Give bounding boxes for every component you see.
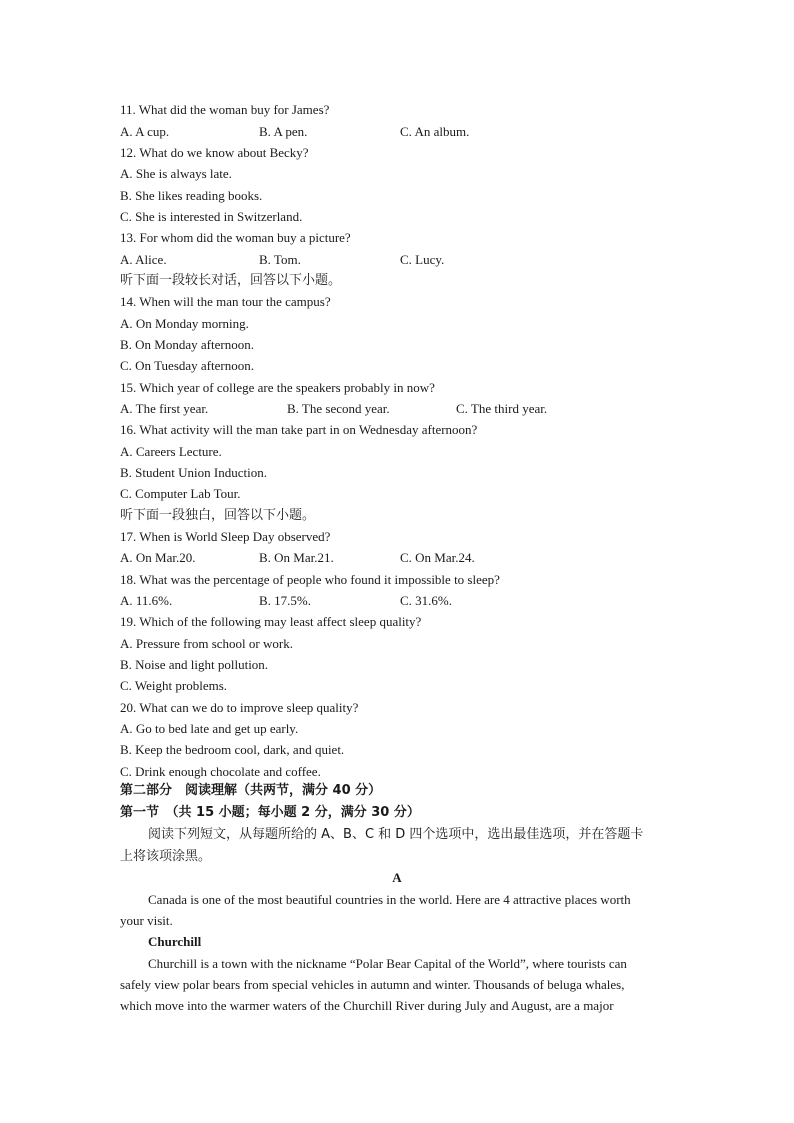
question-15-option-a: A. The first year. (120, 401, 209, 416)
question-17-stem: 17. When is World Sleep Day observed? (120, 529, 331, 544)
question-17-option-b: B. On Mar.21. (259, 550, 334, 565)
question-15-option-b: B. The second year. (287, 401, 390, 416)
question-16-option-c: C. Computer Lab Tour. (120, 486, 241, 501)
question-18-option-a: A. 11.6%. (120, 593, 173, 608)
question-17-option-c: C. On Mar.24. (400, 550, 475, 565)
question-16-option-a: A. Careers Lecture. (120, 444, 222, 459)
question-17-option-a: A. On Mar.20. (120, 550, 196, 565)
passage-paragraph-line-1: Churchill is a town with the nickname “Polar Bear Capital of the World”, where tourists can (148, 956, 627, 971)
directions-long-dialogue: 听下面一段较长对话，回答以下小题。 (120, 273, 342, 288)
question-13-option-a: A. Alice. (120, 252, 167, 267)
question-18-option-b: B. 17.5%. (259, 593, 311, 608)
question-14-stem: 14. When will the man tour the campus? (120, 294, 331, 309)
question-18-stem: 18. What was the percentage of people who found it impossible to sleep? (120, 572, 500, 587)
question-11-option-b: B. A pen. (259, 124, 308, 139)
question-12-option-c: C. She is interested in Switzerland. (120, 209, 303, 224)
question-19-stem: 19. Which of the following may least affect sleep quality? (120, 614, 422, 629)
passage-heading: Churchill (148, 934, 202, 949)
question-20-stem: 20. What can we do to improve sleep quality? (120, 700, 359, 715)
question-14-option-b: B. On Monday afternoon. (120, 337, 254, 352)
question-15-option-c: C. The third year. (456, 401, 548, 416)
question-19-option-c: C. Weight problems. (120, 678, 228, 693)
passage-paragraph-line-2: safely view polar bears from special vehicles in autumn and winter. Thousands of beluga whales, (120, 977, 625, 992)
question-11-stem: 11. What did the woman buy for James? (120, 102, 330, 117)
question-19-option-b: B. Noise and light pollution. (120, 657, 269, 672)
section-one-title: 第一节 （共 15 小题；每小题 2 分，满分 30 分） (120, 805, 420, 820)
question-13-option-c: C. Lucy. (400, 252, 445, 267)
question-20-option-b: B. Keep the bedroom cool, dark, and quiet. (120, 742, 345, 757)
passage-intro-line-2: your visit. (120, 913, 173, 928)
question-11-option-a: A. A cup. (120, 124, 170, 139)
directions-monologue: 听下面一段独白，回答以下小题。 (120, 508, 316, 523)
reading-instruction-line-2: 上将该项涂黑。 (120, 849, 212, 864)
question-16-stem: 16. What activity will the man take part in on Wednesday afternoon? (120, 422, 478, 437)
question-12-stem: 12. What do we know about Becky? (120, 145, 309, 160)
question-20-option-c: C. Drink enough chocolate and coffee. (120, 764, 321, 779)
part-two-title: 第二部分 阅读理解（共两节，满分 40 分） (120, 783, 382, 798)
question-15-stem: 15. Which year of college are the speakers probably in now? (120, 380, 435, 395)
question-13-stem: 13. For whom did the woman buy a picture? (120, 230, 351, 245)
question-19-option-a: A. Pressure from school or work. (120, 636, 293, 651)
question-16-option-b: B. Student Union Induction. (120, 465, 267, 480)
reading-instruction-line-1: 阅读下列短文，从每题所给的 A、B、C 和 D 四个选项中，选出最佳选项，并在答题卡 (148, 827, 644, 842)
question-18-option-c: C. 31.6%. (400, 593, 452, 608)
question-12-option-b: B. She likes reading books. (120, 188, 263, 203)
passage-intro-line-1: Canada is one of the most beautiful countries in the world. Here are 4 attractive places worth (148, 892, 631, 907)
question-13-option-b: B. Tom. (259, 252, 301, 267)
passage-paragraph-line-3: which move into the warmer waters of the Churchill River during July and August, are a major (120, 998, 614, 1013)
question-12-option-a: A. She is always late. (120, 166, 232, 181)
question-20-option-a: A. Go to bed late and get up early. (120, 721, 299, 736)
question-11-option-c: C. An album. (400, 124, 470, 139)
passage-label: A (392, 870, 402, 885)
question-14-option-a: A. On Monday morning. (120, 316, 249, 331)
question-14-option-c: C. On Tuesday afternoon. (120, 358, 254, 373)
